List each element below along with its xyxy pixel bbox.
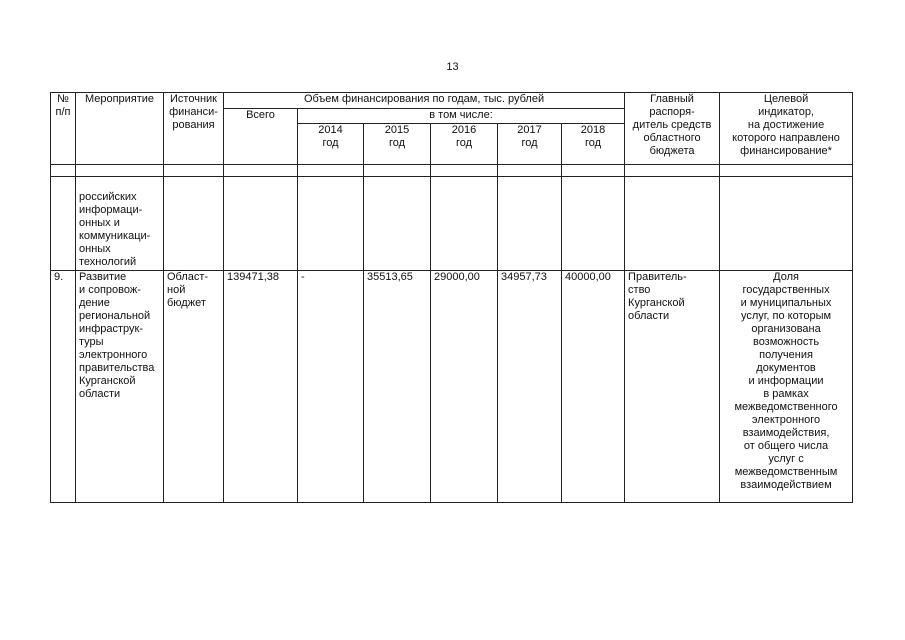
header-num: № п/п bbox=[51, 93, 76, 165]
header-event: Мероприятие bbox=[76, 93, 164, 165]
cell-manager bbox=[625, 177, 720, 271]
cell-2017 bbox=[498, 177, 562, 271]
header-spacer-row bbox=[51, 165, 853, 177]
header-indicator: Целевой индикатор, на достижение которого направлено финансирование* bbox=[720, 93, 853, 165]
cell-2016 bbox=[431, 177, 498, 271]
cell-indicator bbox=[720, 177, 853, 271]
cell-event: Развитие и сопровож- дение региональной инфраструк- туры электронного правительства Курганской области bbox=[76, 271, 164, 503]
header-year-2018: 2018 год bbox=[562, 124, 625, 165]
cell-total bbox=[224, 177, 298, 271]
cell-source: Област- ной бюджет bbox=[164, 271, 224, 503]
header-total: Всего bbox=[224, 109, 298, 165]
header-year-2015: 2015 год bbox=[364, 124, 431, 165]
cell-num bbox=[51, 177, 76, 271]
cell-manager: Правитель- ство Курганской области bbox=[625, 271, 720, 503]
cell-indicator: Доля государственных и муниципальных услуг, по которым организована возможность получения документов и информации в рамках межведомственного электронного взаимодействия, от общего числа услуг с межведомственным взаимодействием bbox=[720, 271, 853, 503]
table-row bbox=[51, 271, 853, 503]
cell-2016: 29000,00 bbox=[431, 271, 498, 503]
header-volume: Объем финансирования по годам, тыс. рублей bbox=[224, 93, 625, 109]
page-number: 13 bbox=[446, 61, 459, 73]
cell-source bbox=[164, 177, 224, 271]
cell-2015 bbox=[364, 177, 431, 271]
cell-2015: 35513,65 bbox=[364, 271, 431, 503]
table-row bbox=[51, 177, 853, 271]
header-year-2016: 2016 год bbox=[431, 124, 498, 165]
cell-total: 139471,38 bbox=[224, 271, 298, 503]
cell-2014: - bbox=[298, 271, 364, 503]
cell-2018 bbox=[562, 177, 625, 271]
cell-2018: 40000,00 bbox=[562, 271, 625, 503]
header-year-2014: 2014 год bbox=[298, 124, 364, 165]
cell-num: 9. bbox=[51, 271, 76, 503]
financing-table bbox=[50, 92, 853, 503]
header-source: Источник финанси- рования bbox=[164, 93, 224, 165]
header-incl: в том числе: bbox=[298, 109, 625, 124]
header-row-1 bbox=[51, 93, 853, 109]
cell-2017: 34957,73 bbox=[498, 271, 562, 503]
header-manager: Главный распоря- дитель средств областного бюджета bbox=[625, 93, 720, 165]
cell-event: российских информаци- онных и коммуникаци- онных технологий bbox=[76, 177, 164, 271]
cell-2014 bbox=[298, 177, 364, 271]
header-year-2017: 2017 год bbox=[498, 124, 562, 165]
